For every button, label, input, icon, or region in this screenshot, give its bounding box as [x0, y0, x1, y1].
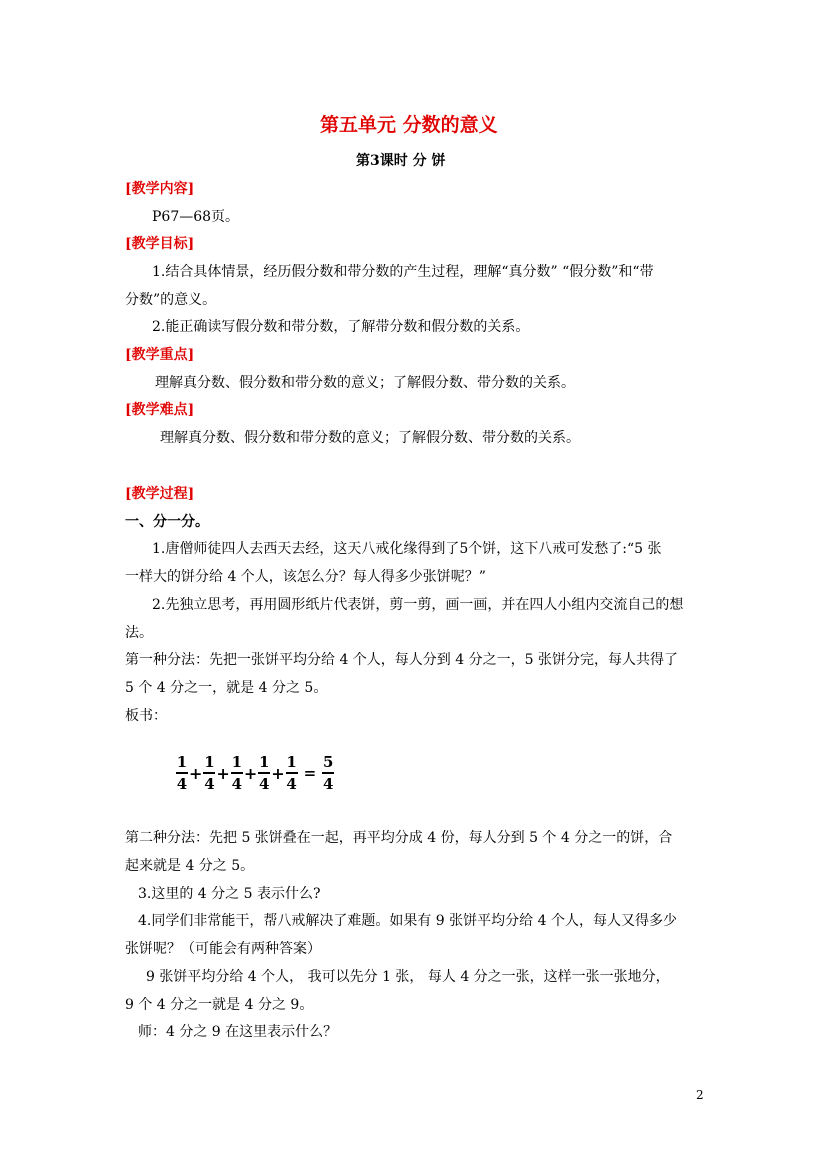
key-text: 理解真分数、假分数和带分数的意义；了解假分数、带分数的关系。 — [155, 375, 575, 391]
fraction-bar — [286, 772, 298, 774]
goal1-line1: 1.结合具体情景，经历假分数和带分数的产生过程，理解“真分数” “假分数”和“带 — [152, 264, 654, 280]
numerator: 1 — [286, 753, 297, 771]
fraction-result — [322, 753, 334, 793]
plus-sign: + — [243, 763, 258, 783]
lesson-subtitle: 第3课时 分 饼 — [356, 153, 446, 169]
unit-title: 第五单元 分数的意义 — [320, 114, 498, 136]
question3: 3.这里的 4 分之 5 表示什么? — [138, 886, 321, 902]
content-heading: [教学内容] — [125, 181, 195, 197]
method2-line1: 第二种分法：先把 5 张饼叠在一起，再平均分成 4 份，每人分到 5 个 4 分之一的饼，合 — [125, 830, 673, 846]
content-text: P67—68页。 — [152, 209, 240, 225]
answer4-line2: 9 个 4 分之一就是 4 分之 9。 — [125, 997, 314, 1013]
fraction-bar — [231, 772, 243, 774]
denominator: 4 — [231, 775, 243, 793]
fraction-equation — [176, 752, 334, 794]
method1-line1: 第一种分法：先把一张饼平均分给 4 个人，每人分到 4 分之一，5 张饼分完，每人共得了 — [125, 652, 678, 668]
part1-heading: 一、分一分。 — [125, 514, 209, 530]
goals-heading: [教学目标] — [125, 236, 195, 252]
goal2: 2.能正确读写假分数和带分数，了解带分数和假分数的关系。 — [152, 319, 530, 335]
numerator: 1 — [259, 753, 270, 771]
plus-sign: + — [189, 763, 203, 783]
p1-line1: 1.唐僧师徒四人去西天去经，这天八戒化缘得到了5个饼，这下八戒可发愁了:“5 张 — [152, 541, 662, 557]
fraction-term — [258, 753, 270, 793]
plus-sign: + — [216, 763, 230, 783]
fraction-bar — [322, 772, 334, 774]
p2-line1: 2.先独立思考，再用圆形纸片代表饼，剪一剪，画一画，并在四人小组内交流自己的想 — [152, 597, 684, 613]
process-heading: [教学过程] — [125, 486, 195, 502]
goal1-line2: 分数”的意义。 — [125, 292, 217, 308]
p1-line2: 一样大的饼分给 4 个人，该怎么分？每人得多少张饼呢？” — [125, 569, 486, 585]
question4-line1: 4.同学们非常能干，帮八戒解决了难题。如果有 9 张饼平均分给 4 个人，每人又得多少 — [138, 913, 677, 929]
numerator: 5 — [322, 753, 334, 771]
numerator: 1 — [231, 753, 243, 771]
method1-line2: 5 个 4 分之一，就是 4 分之 5。 — [125, 680, 328, 696]
denominator: 4 — [176, 775, 188, 793]
method2-line2: 起来就是 4 分之 5。 — [125, 858, 255, 874]
question4-line2: 张饼呢？（可能会有两种答案） — [125, 941, 321, 957]
fraction-term — [203, 753, 215, 793]
fraction-term — [286, 753, 298, 793]
fraction-bar — [176, 772, 188, 774]
denominator: 4 — [204, 775, 215, 793]
key-heading: [教学重点] — [125, 347, 195, 363]
page-number: 2 — [696, 1088, 704, 1102]
denominator: 4 — [259, 775, 270, 793]
fraction-bar — [203, 772, 215, 774]
denominator: 4 — [322, 775, 334, 793]
denominator: 4 — [286, 775, 297, 793]
fraction-bar — [258, 772, 270, 774]
numerator: 1 — [176, 753, 188, 771]
answer4-line1: 9 张饼平均分给 4 个人， 我可以先分 1 张， 每人 4 分之一张，这样一张一张地分， — [146, 969, 670, 985]
equals-sign: = — [303, 764, 317, 782]
plus-sign: + — [271, 763, 285, 783]
numerator: 1 — [204, 753, 215, 771]
teacher-question: 师：4 分之 9 在这里表示什么？ — [138, 1024, 338, 1040]
board-label: 板书： — [125, 708, 167, 724]
difficult-heading: [教学难点] — [125, 402, 195, 418]
fraction-term — [176, 753, 188, 793]
fraction-term — [231, 753, 243, 793]
difficult-text: 理解真分数、假分数和带分数的意义；了解假分数、带分数的关系。 — [160, 430, 580, 446]
p2-line2: 法。 — [125, 625, 153, 641]
